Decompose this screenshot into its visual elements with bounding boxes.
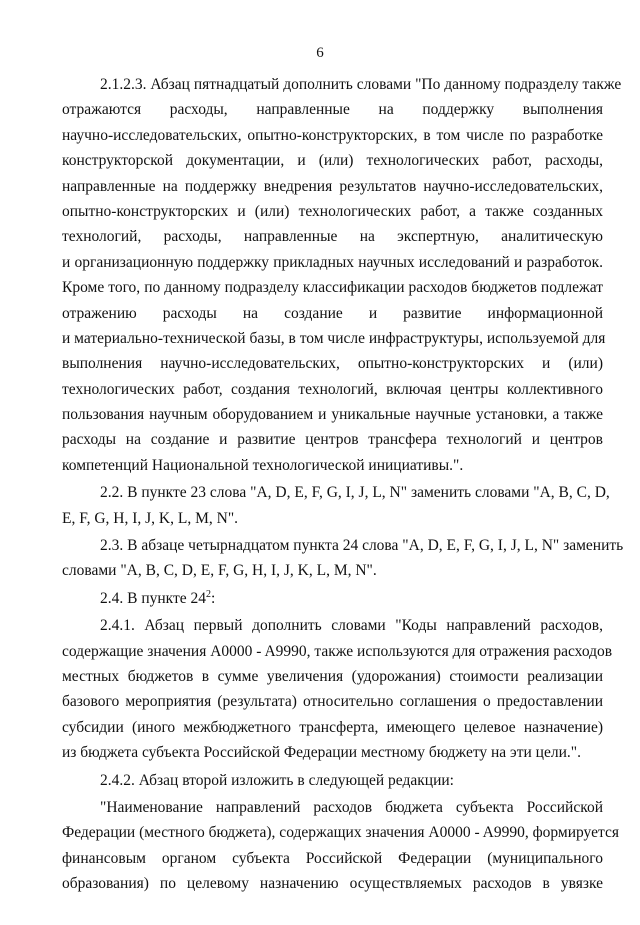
text-line [62,453,603,478]
text-line [62,123,603,148]
text-line [62,846,603,871]
text-line [62,689,603,714]
text-line-content: Федерации (местного бюджета), содержащих значения A0000 - A9990, формируется [62,824,619,842]
text-line [62,351,603,376]
text-line-content: из бюджета субъекта Российской Федерации местному бюджету на эти цели.". [62,744,581,762]
text-line [62,97,603,122]
text-line-content: расходы на создание и развитие центров трансфера технологий и центров [62,431,603,449]
text-line [62,402,603,427]
text-line-content: научно-исследовательских, опытно-конструкторских, в том числе по разработке [62,126,603,144]
text-line [62,250,603,275]
text-line-content: образования) по целевому назначению осуществляемых расходов в увязке [62,875,603,893]
text-line [62,275,603,300]
text-line [62,795,603,820]
text-line [62,427,603,452]
text-line [62,586,603,611]
text-line-content: базового мероприятия (результата) относительно соглашения о предоставлении [62,693,603,711]
text-line-content: Кроме того, по данному подразделу классификации расходов бюджетов подлежат [62,279,603,297]
text-line [62,480,610,505]
text-line [62,174,603,199]
text-line [62,715,603,740]
text-line-content: 2.4.2. Абзац второй изложить в следующей редакции: [100,771,454,789]
text-line-content: "Наименование направлений расходов бюджета субъекта Российской [100,798,603,816]
text-line-content: компетенций Национальной технологической инициативы.". [62,456,464,474]
text-line [62,72,622,97]
text-line [62,326,606,351]
text-line-content: 2.1.2.3. Абзац пятнадцатый дополнить словами "По данному подразделу также [100,76,622,93]
text-line [62,740,603,765]
text-line-content: опытно-конструкторских и (или) технологических работ, а также созданных [62,202,603,220]
text-line [62,377,603,402]
text-line-content: и материально-технической базы, в том числе инфраструктуры, используемой для [62,329,606,347]
text-line [62,768,603,793]
text-line-content: 2.4. В пункте 24 [100,589,207,607]
text-line-content: отражению расходы на создание и развитие информационной [62,304,603,322]
document-body [62,72,624,897]
text-line-content: технологий, расходы, направленные на экспертную, аналитическую [62,228,603,246]
text-line-content: финансовым органом субъекта Российской Федерации (муниципального [62,849,603,867]
text-line-content: 2.2. В пункте 23 слова "A, D, E, F, G, I, J, L, N" заменить словами "A, B, C, D, [100,484,610,502]
text-line-tail: : [211,589,216,607]
text-line [62,871,603,896]
text-line-content: E, F, G, H, I, J, K, L, M, N". [62,509,239,527]
text-line-content: конструкторской документации, и (или) технологических работ, расходы, [62,152,603,170]
text-line [62,506,603,531]
text-line [62,199,603,224]
text-line [62,224,603,249]
text-line-content: 2.3. В абзаце четырнадцатом пункта 24 слова "A, D, E, F, G, I, J, L, N" заменить [100,537,624,555]
text-line-content: направленные на поддержку внедрения результатов научно-исследовательских, [62,177,603,195]
text-line-content: субсидии (иного межбюджетного трансферта, имеющего целевое назначение) [62,718,603,736]
text-line-content: местных бюджетов в сумме увеличения (удорожания) стоимости реализации [62,667,603,685]
text-line-content: 2.4.1. Абзац первый дополнить словами "Коды направлений расходов, [100,617,603,635]
text-line [62,820,619,845]
text-line [62,664,603,689]
page-number: 6 [316,45,324,61]
text-line-content: отражаются расходы, направленные на поддержку выполнения [62,101,603,119]
text-line [62,533,624,558]
superscript: 2 [206,588,212,600]
text-line-content: и организационную поддержку прикладных научных исследований и разработок. [62,253,603,271]
text-line [62,639,613,664]
text-line-content: технологических работ, создания технологий, включая центры коллективного [62,380,603,398]
text-line [62,613,603,638]
text-line-content: пользования научным оборудованием и уникальные научные установки, а также [62,406,603,424]
text-line [62,301,603,326]
text-line [62,148,603,173]
text-line-content: выполнения научно-исследовательских, опытно-конструкторских и (или) [62,355,603,373]
text-line-content: содержащие значения A0000 - A9990, также используются для отражения расходов [62,642,613,660]
text-line-content: словами "A, B, C, D, E, F, G, H, I, J, K, L, M, N". [62,562,377,580]
text-line [62,558,603,583]
